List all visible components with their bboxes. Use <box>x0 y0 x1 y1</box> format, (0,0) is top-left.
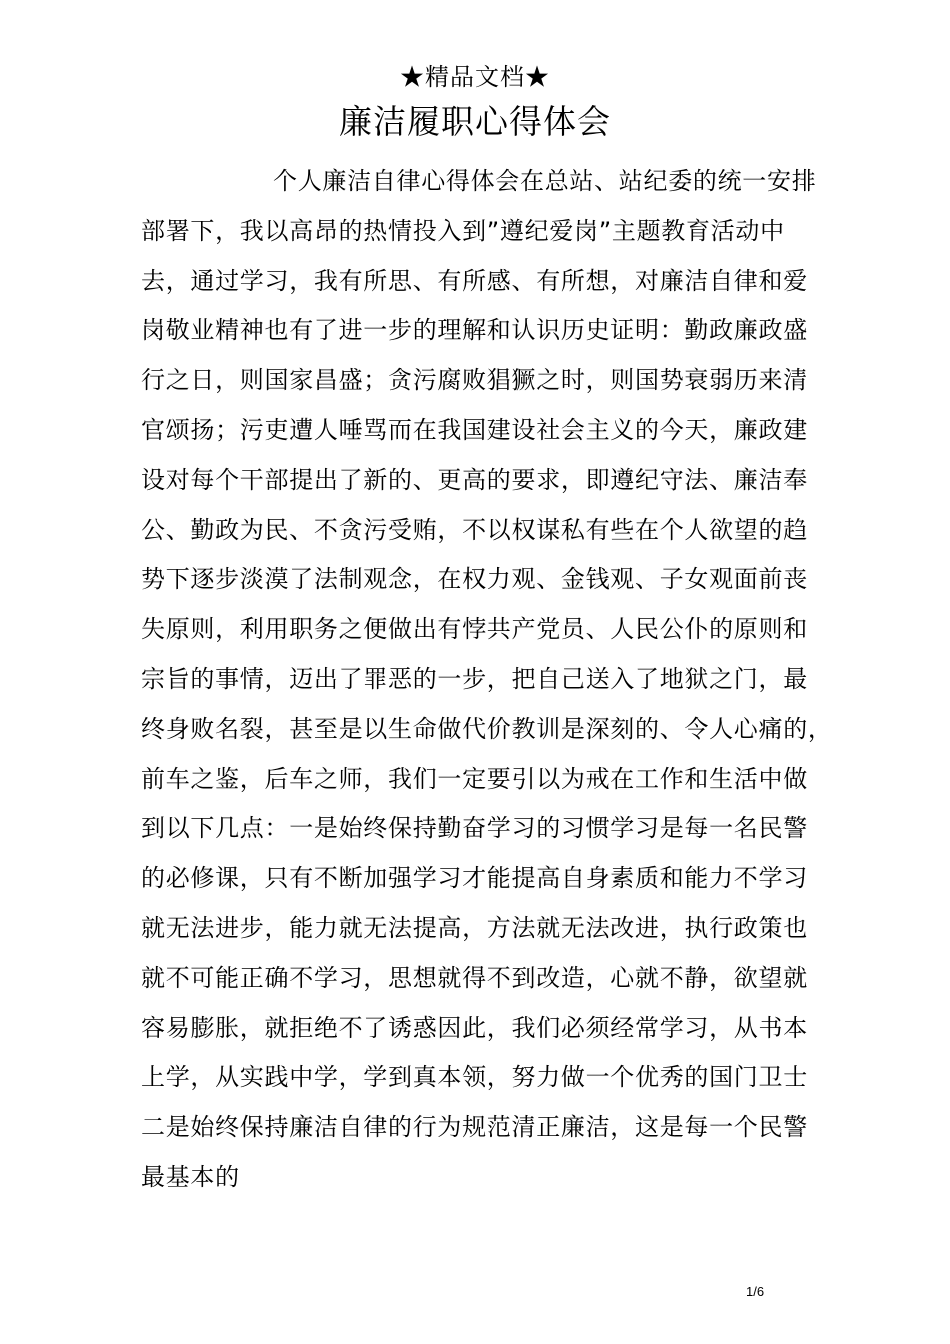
body-line: 去，通过学习，我有所思、有所感、有所想，对廉洁自律和爱 <box>141 266 808 295</box>
header-mark: ★精品文档★ <box>400 63 550 91</box>
body-line: 最基本的 <box>141 1162 240 1191</box>
body-line: 势下逐步淡漠了法制观念，在权力观、金钱观、子女观面前丧 <box>141 565 808 594</box>
body-line: 公、勤政为民、不贪污受贿，不以权谋私有些在个人欲望的趋 <box>141 515 808 544</box>
body-line: 到以下几点：一是始终保持勤奋学习的习惯学习是每一名民警 <box>141 814 808 843</box>
body-line: 上学，从实践中学，学到真本领，努力做一个优秀的国门卫士 <box>141 1063 808 1092</box>
body-line: 就无法进步，能力就无法提高，方法就无法改进，执行政策也 <box>141 913 808 942</box>
body-line: 岗敬业精神也有了进一步的理解和认识历史证明：勤政廉政盛 <box>141 316 808 345</box>
body-line: 的必修课，只有不断加强学习才能提高自身素质和能力不学习 <box>141 864 808 893</box>
document-title: 廉洁履职心得体会 <box>339 102 611 141</box>
body-line: 官颂扬；污吏遭人唾骂而在我国建设社会主义的今天，廉政建 <box>141 415 808 444</box>
body-line: 部署下，我以高昂的热情投入到”遵纪爱岗”主题教育活动中 <box>141 216 785 245</box>
body-line: 失原则，利用职务之便做出有悖共产党员、人民公仆的原则和 <box>141 615 808 644</box>
body-line: 容易膨胀，就拒绝不了诱惑因此，我们必须经常学习，从书本 <box>141 1013 808 1042</box>
body-line: 二是始终保持廉洁自律的行为规范清正廉洁，这是每一个民警 <box>141 1113 808 1142</box>
body-line: 终身败名裂，甚至是以生命做代价教训是深刻的、令人心痛的， <box>141 714 833 743</box>
body-line: 设对每个干部提出了新的、更高的要求，即遵纪守法、廉洁奉 <box>141 465 808 494</box>
body-line: 个人廉洁自律心得体会在总站、站纪委的统一安排 <box>273 167 817 195</box>
body-line: 宗旨的事情，迈出了罪恶的一步，把自己送入了地狱之门，最 <box>141 664 808 693</box>
body-line: 行之日，则国家昌盛；贪污腐败猖獗之时，则国势衰弱历来清 <box>141 366 808 395</box>
body-line: 前车之鉴，后车之师，我们一定要引以为戒在工作和生活中做 <box>141 764 808 793</box>
body-line: 就不可能正确不学习，思想就得不到改造，心就不静，欲望就 <box>141 963 808 992</box>
page-number: 1/6 <box>746 1284 765 1299</box>
document-body <box>141 157 831 1203</box>
